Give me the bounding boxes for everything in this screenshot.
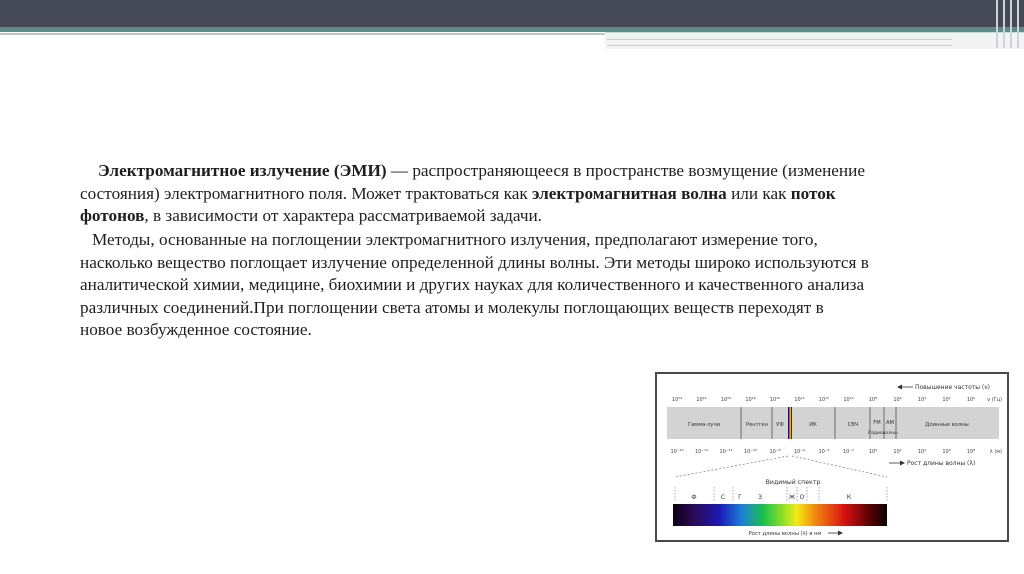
frequency-tick-label: 10⁴	[917, 397, 927, 403]
band-uv: УФ	[776, 422, 784, 428]
color-blue: С	[720, 494, 726, 501]
freq-increase-label: Повышение частоты (ν)	[915, 384, 990, 391]
term-photon-flux: поток фотонов	[80, 183, 836, 226]
header-decor-strip	[605, 32, 1024, 49]
frequency-tick-label: 10⁸	[868, 397, 878, 403]
definition-text: , в зависимости от характера рассматриваемой задачи.	[144, 206, 542, 226]
wavelength-tick-label: 10⁻⁶	[793, 449, 806, 455]
wavelength-tick-label: 10⁰	[868, 449, 878, 455]
decor-vertical-line	[1010, 0, 1012, 48]
frequency-tick-label: 10¹⁸	[745, 397, 756, 403]
em-spectrum-diagram	[657, 374, 1007, 540]
frequency-tick-label: 10⁶	[893, 397, 902, 403]
color-yellow: Ж	[788, 494, 796, 501]
decor-line	[607, 45, 952, 46]
frequency-tick-label: 10¹⁶	[769, 397, 781, 403]
frequency-tick-label: 10²⁰	[720, 397, 732, 403]
term-em-wave: электромагнитная волна	[532, 183, 727, 203]
wavelength-tick-label: 10⁻¹⁰	[743, 449, 758, 455]
wavelength-tick-label: 10⁸	[966, 449, 976, 455]
decor-vertical-line	[1003, 0, 1005, 48]
band-am: AM	[885, 420, 895, 426]
color-violet: Ф	[691, 494, 697, 501]
color-green: З	[758, 494, 762, 501]
wavelength-tick-label: 10⁴	[917, 449, 927, 455]
term-emi: Электромагнитное излучение (ЭМИ)	[98, 161, 387, 180]
wavelength-tick-label: 10⁻⁸	[769, 449, 781, 455]
color-cyan: Г	[738, 494, 742, 501]
frequency-tick-label: 10¹²	[818, 397, 830, 403]
frequency-tick-label: 10²	[942, 397, 951, 403]
freq-unit-label: ν (Гц)	[987, 397, 1002, 403]
definition-text: — распространяющееся в пространстве возмущение (изменение состояния) электромагнитного поля. Может трактоваться как	[80, 161, 865, 203]
band-ir: ИК	[809, 422, 817, 428]
frequency-tick-label: 10²²	[696, 397, 707, 403]
wavelength-tick-label: 10⁶	[942, 449, 951, 455]
band-xray: Рентген	[745, 422, 769, 428]
wavelength-tick-label: 10⁻¹⁴	[694, 449, 709, 455]
visible-axis-label: Рост длины волны (λ) в нм	[748, 531, 822, 537]
decor-line	[607, 39, 952, 40]
methods-paragraph: Методы, основанные на поглощении электромагнитного излучения, предполагают измерение того, насколько вещество поглощает излучение определенной длины волны. Эти методы широко используются в аналитической химии, медицине, биохимии и других науках для количественного и качественного анализа различных соединений.При поглощении света атомы и молекулы поглощающих веществ переходят в новое возбужденное состояние.	[80, 230, 869, 340]
band-gamma: Гамма-лучи	[687, 422, 721, 428]
frequency-tick-label: 10¹⁰	[843, 397, 854, 403]
band-microwave: СВЧ	[847, 422, 859, 428]
wavelength-tick-label: 10⁻⁴	[818, 449, 830, 455]
frequency-tick-label: 10²⁴	[671, 397, 683, 403]
visible-spectrum-title: Видимый спектр	[765, 479, 821, 486]
wavelength-unit-label: λ (м)	[989, 449, 1002, 455]
color-orange: О	[799, 494, 805, 501]
frequency-tick-label: 10⁰	[966, 397, 976, 403]
definition-paragraph	[80, 160, 870, 228]
wavelength-increase-label: Рост длины волны (λ)	[907, 460, 976, 467]
visible-spectrum-bar	[673, 504, 887, 526]
band-radio: Радиоволны	[868, 431, 898, 436]
wavelength-tick-label: 10⁻²	[842, 449, 855, 455]
wavelength-tick-label: 10²	[893, 449, 902, 455]
band-fm: FM	[873, 420, 881, 426]
em-spectrum-figure	[655, 372, 1009, 542]
wavelength-tick-label: 10⁻¹⁶	[670, 449, 684, 455]
frequency-tick-label: 10¹⁴	[794, 397, 805, 403]
header-bar	[0, 0, 1024, 27]
decor-vertical-line	[1017, 0, 1019, 48]
header-rule	[0, 33, 605, 35]
decor-vertical-line	[996, 0, 998, 48]
band-long-waves: Длинные волны	[925, 422, 969, 428]
definition-text: или как	[726, 183, 791, 203]
color-red: К	[846, 494, 852, 501]
wavelength-tick-label: 10⁻¹²	[719, 449, 733, 455]
